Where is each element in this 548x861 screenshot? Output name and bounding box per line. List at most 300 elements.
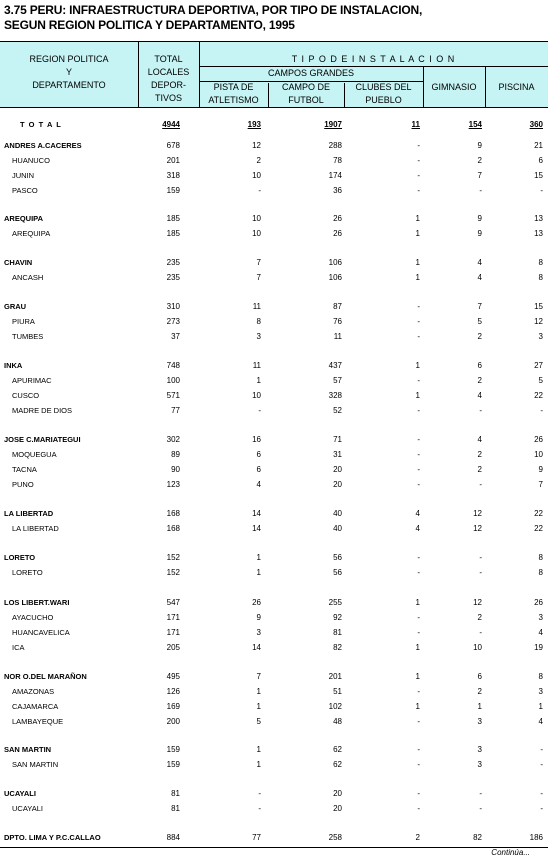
row-label: APURIMAC [12, 376, 52, 385]
row-value: 205 [166, 643, 180, 652]
row-value: 437 [328, 361, 342, 370]
department-row [0, 613, 548, 628]
row-value: 2 [477, 465, 482, 474]
row-value: - [479, 480, 482, 489]
row-value: 14 [252, 643, 261, 652]
row-value: 57 [333, 376, 342, 385]
row-value: 20 [333, 480, 342, 489]
row-label: DPTO. LIMA Y P.C.CALLAO [4, 833, 101, 842]
row-value: 87 [333, 302, 342, 311]
row-label: LAMBAYEQUE [12, 717, 64, 726]
row-label: HUANCAVELICA [12, 628, 70, 637]
row-value: 26 [252, 598, 261, 607]
row-value: 255 [328, 598, 342, 607]
row-label: ICA [12, 643, 25, 652]
row-value: 168 [166, 509, 180, 518]
row-value: 1 [256, 376, 261, 385]
row-value: 1 [415, 598, 420, 607]
row-value: 36 [333, 186, 342, 195]
row-value: 5 [477, 317, 482, 326]
row-value: 81 [171, 804, 180, 813]
row-value: 15 [534, 302, 543, 311]
department-row [0, 317, 548, 332]
row-value: 6 [477, 361, 482, 370]
row-value: 16 [252, 435, 261, 444]
department-row [0, 156, 548, 171]
row-value: - [417, 717, 420, 726]
row-value: - [417, 789, 420, 798]
row-value: 154 [468, 120, 482, 129]
department-row [0, 568, 548, 583]
department-row [0, 450, 548, 465]
row-value: 193 [247, 120, 261, 129]
row-label: MADRE DE DIOS [12, 406, 73, 415]
region-row [0, 553, 548, 568]
row-value: 9 [477, 229, 482, 238]
row-value: 10 [534, 450, 543, 459]
row-value: 4 [477, 391, 482, 400]
row-value: - [540, 745, 543, 754]
row-value: 235 [166, 273, 180, 282]
row-value: - [417, 141, 420, 150]
row-value: 10 [473, 643, 482, 652]
header-divider [138, 42, 139, 108]
row-value: 40 [333, 524, 342, 533]
row-value: 81 [171, 789, 180, 798]
row-value: 6 [538, 156, 543, 165]
row-value: 51 [333, 687, 342, 696]
row-value: 4 [477, 273, 482, 282]
region-row [0, 598, 548, 613]
row-value: 1 [256, 745, 261, 754]
row-value: 123 [166, 480, 180, 489]
row-value: 4 [477, 258, 482, 267]
continua-note: Continúa... [491, 848, 530, 857]
row-value: 77 [252, 833, 261, 842]
header-total [138, 53, 199, 105]
row-value: - [417, 450, 420, 459]
row-value: 10 [252, 171, 261, 180]
row-value: - [479, 804, 482, 813]
department-row [0, 171, 548, 186]
row-label: AYACUCHO [12, 613, 54, 622]
row-value: - [417, 317, 420, 326]
row-value: 9 [256, 613, 261, 622]
row-value: - [479, 553, 482, 562]
row-label: LA LIBERTAD [4, 509, 54, 518]
header-divider [268, 83, 269, 108]
row-value: 169 [166, 702, 180, 711]
row-value: - [417, 332, 420, 341]
row-label: AREQUIPA [4, 214, 44, 223]
row-value: 11 [333, 332, 342, 341]
row-value: - [258, 789, 261, 798]
row-value: 52 [333, 406, 342, 415]
row-value: 258 [328, 833, 342, 842]
row-value: 7 [477, 302, 482, 311]
row-value: 40 [333, 509, 342, 518]
row-value: 92 [333, 613, 342, 622]
row-value: - [479, 568, 482, 577]
row-value: 8 [538, 568, 543, 577]
row-value: 8 [256, 317, 261, 326]
header-campos: CAMPOS GRANDES [267, 68, 354, 78]
row-value: 82 [473, 833, 482, 842]
department-row [0, 760, 548, 775]
row-value: 547 [166, 598, 180, 607]
row-value: 19 [534, 643, 543, 652]
row-label: ANCASH [12, 273, 44, 282]
row-value: 11 [252, 302, 261, 311]
row-label: TUMBES [12, 332, 44, 341]
row-label: CHAVIN [4, 258, 33, 267]
row-value: 10 [252, 229, 261, 238]
row-value: 89 [171, 450, 180, 459]
header-total-line4: TIVOS [154, 93, 182, 103]
row-value: 10 [252, 214, 261, 223]
row-value: 14 [252, 524, 261, 533]
row-value: 4 [256, 480, 261, 489]
row-value: - [479, 628, 482, 637]
row-label: AREQUIPA [12, 229, 51, 238]
header-clubes-line2: PUEBLO [365, 95, 402, 105]
row-value: 90 [171, 465, 180, 474]
region-row [0, 789, 548, 804]
row-value: 1 [415, 258, 420, 267]
header-clubes [344, 81, 423, 107]
header-divider [199, 42, 200, 108]
row-value: 106 [328, 258, 342, 267]
row-value: 1 [415, 214, 420, 223]
row-value: 6 [256, 465, 261, 474]
row-value: 185 [166, 229, 180, 238]
row-value: 4 [477, 435, 482, 444]
row-value: - [417, 804, 420, 813]
row-value: - [417, 465, 420, 474]
row-value: 20 [333, 789, 342, 798]
row-label: NOR O.DEL MARAÑON [4, 672, 87, 681]
department-row [0, 406, 548, 421]
header-tipo: T I P O D E I N S T A L A C I O N [291, 54, 456, 64]
department-row [0, 376, 548, 391]
row-value: 1 [256, 760, 261, 769]
header-total-line3: DEPOR- [150, 80, 186, 90]
row-value: 4944 [162, 120, 180, 129]
row-value: 26 [333, 214, 342, 223]
row-value: - [417, 568, 420, 577]
row-value: 106 [328, 273, 342, 282]
department-row [0, 702, 548, 717]
row-value: 10 [252, 391, 261, 400]
row-label: JUNIN [12, 171, 35, 180]
row-value: 302 [166, 435, 180, 444]
row-label: CUSCO [12, 391, 40, 400]
row-value: 7 [256, 273, 261, 282]
row-value: 22 [534, 391, 543, 400]
row-value: 7 [477, 171, 482, 180]
row-value: 6 [477, 672, 482, 681]
department-row [0, 643, 548, 658]
row-value: 1 [415, 672, 420, 681]
row-value: 1 [256, 568, 261, 577]
row-value: 20 [333, 804, 342, 813]
department-row [0, 465, 548, 480]
row-value: 7 [256, 258, 261, 267]
row-value: 1 [256, 687, 261, 696]
row-label: LOS LIBERT.WARI [4, 598, 70, 607]
department-row [0, 804, 548, 819]
row-value: 3 [256, 628, 261, 637]
row-value: 8 [538, 258, 543, 267]
title-line-1: 3.75 PERU: INFRAESTRUCTURA DEPORTIVA, POR TIPO DE INSTALACION, [4, 3, 423, 17]
row-value: - [417, 745, 420, 754]
row-value: 1 [415, 361, 420, 370]
row-value: 11 [252, 361, 261, 370]
region-row [0, 141, 548, 156]
header-divider [199, 66, 548, 67]
row-value: - [540, 186, 543, 195]
row-label: JOSE C.MARIATEGUI [4, 435, 81, 444]
row-value: - [417, 553, 420, 562]
row-value: 495 [166, 672, 180, 681]
row-value: 1 [415, 643, 420, 652]
row-value: 1907 [324, 120, 342, 129]
row-value: 1 [538, 702, 543, 711]
row-label: CAJAMARCA [12, 702, 59, 711]
row-value: 235 [166, 258, 180, 267]
row-value: 2 [477, 613, 482, 622]
row-value: 360 [529, 120, 543, 129]
row-value: 27 [534, 361, 543, 370]
row-value: 102 [328, 702, 342, 711]
header-pista-line1: PISTA DE [213, 82, 254, 92]
row-label: SAN MARTIN [12, 760, 59, 769]
row-value: 152 [166, 568, 180, 577]
row-value: 168 [166, 524, 180, 533]
row-value: 31 [333, 450, 342, 459]
row-value: - [540, 760, 543, 769]
row-value: 82 [333, 643, 342, 652]
region-row [0, 435, 548, 450]
header-piscina: PISCINA [498, 82, 535, 92]
row-value: - [417, 687, 420, 696]
row-value: 8 [538, 672, 543, 681]
row-value: 9 [538, 465, 543, 474]
header-clubes-line1: CLUBES DEL [355, 82, 412, 92]
row-value: - [479, 789, 482, 798]
row-value: - [417, 406, 420, 415]
row-value: 5 [256, 717, 261, 726]
row-value: 26 [534, 435, 543, 444]
row-value: 1 [256, 702, 261, 711]
department-row [0, 229, 548, 244]
total-row [0, 120, 548, 135]
header-region [0, 53, 138, 92]
row-value: 2 [477, 332, 482, 341]
row-value: 3 [538, 687, 543, 696]
row-value: 200 [166, 717, 180, 726]
header-pista-line2: ATLETISMO [208, 95, 259, 105]
header-divider [485, 67, 486, 108]
row-value: 77 [171, 406, 180, 415]
row-value: 201 [328, 672, 342, 681]
row-value: 13 [534, 214, 543, 223]
row-value: - [417, 628, 420, 637]
row-value: - [258, 406, 261, 415]
row-label: UCAYALI [4, 789, 36, 798]
row-value: 4 [538, 628, 543, 637]
header-divider [423, 67, 424, 108]
bottom-rule [0, 847, 548, 848]
row-value: 76 [333, 317, 342, 326]
header-futbol-line1: CAMPO DE [281, 82, 330, 92]
row-value: 186 [529, 833, 543, 842]
row-value: - [258, 186, 261, 195]
row-label: UCAYALI [12, 804, 43, 813]
department-row [0, 524, 548, 539]
row-value: 15 [534, 171, 543, 180]
region-row [0, 672, 548, 687]
row-value: - [258, 804, 261, 813]
row-value: 22 [534, 509, 543, 518]
region-row [0, 745, 548, 760]
row-value: 748 [166, 361, 180, 370]
row-label: HUANUCO [12, 156, 50, 165]
header-pista [199, 81, 268, 107]
row-value: 3 [477, 717, 482, 726]
row-value: 2 [477, 376, 482, 385]
row-value: 3 [477, 760, 482, 769]
row-value: 159 [166, 745, 180, 754]
row-value: 288 [328, 141, 342, 150]
row-value: 37 [171, 332, 180, 341]
row-value: 48 [333, 717, 342, 726]
row-value: - [417, 186, 420, 195]
region-row [0, 302, 548, 317]
row-value: 12 [473, 509, 482, 518]
row-label: TACNA [12, 465, 37, 474]
row-value: 152 [166, 553, 180, 562]
row-value: 4 [538, 717, 543, 726]
row-value: 4 [415, 524, 420, 533]
row-value: - [417, 156, 420, 165]
row-value: 318 [166, 171, 180, 180]
row-value: 14 [252, 509, 261, 518]
row-value: 3 [538, 332, 543, 341]
region-row [0, 214, 548, 229]
row-value: 171 [166, 628, 180, 637]
row-label: PIURA [12, 317, 35, 326]
row-value: - [417, 435, 420, 444]
department-row [0, 628, 548, 643]
row-value: 26 [333, 229, 342, 238]
row-value: 56 [333, 553, 342, 562]
row-value: 12 [252, 141, 261, 150]
department-row [0, 332, 548, 347]
row-value: 7 [538, 480, 543, 489]
row-label: PASCO [12, 186, 38, 195]
row-value: 201 [166, 156, 180, 165]
header-region-line2: Y [65, 67, 72, 77]
row-value: 1 [415, 229, 420, 238]
row-value: 678 [166, 141, 180, 150]
row-value: 571 [166, 391, 180, 400]
row-label: T O T A L [20, 120, 62, 129]
row-value: 8 [538, 553, 543, 562]
header-region-line1: REGION POLITICA [29, 54, 109, 64]
row-value: 20 [333, 465, 342, 474]
row-value: 26 [534, 598, 543, 607]
row-value: 13 [534, 229, 543, 238]
region-row [0, 361, 548, 376]
department-row [0, 480, 548, 495]
row-value: 2 [477, 450, 482, 459]
row-value: 159 [166, 186, 180, 195]
row-value: 71 [333, 435, 342, 444]
row-value: 126 [166, 687, 180, 696]
header-divider [199, 81, 423, 82]
row-value: - [417, 302, 420, 311]
row-value: 159 [166, 760, 180, 769]
header-region-line3: DEPARTAMENTO [32, 80, 106, 90]
row-label: INKA [4, 361, 23, 370]
row-value: - [417, 480, 420, 489]
row-value: 3 [256, 332, 261, 341]
row-value: 3 [477, 745, 482, 754]
header-total-line1: TOTAL [154, 54, 183, 64]
row-label: SAN MARTIN [4, 745, 52, 754]
row-value: - [417, 171, 420, 180]
row-value: 4 [415, 509, 420, 518]
row-value: 1 [415, 391, 420, 400]
department-row [0, 687, 548, 702]
header-gimnasio: GIMNASIO [431, 82, 477, 92]
row-value: 1 [256, 553, 261, 562]
row-value: - [479, 186, 482, 195]
row-value: 9 [477, 141, 482, 150]
row-value: 56 [333, 568, 342, 577]
row-label: GRAU [4, 302, 27, 311]
row-value: 2 [477, 687, 482, 696]
row-value: 273 [166, 317, 180, 326]
row-value: 21 [534, 141, 543, 150]
row-value: 100 [166, 376, 180, 385]
row-value: - [540, 789, 543, 798]
department-row [0, 717, 548, 732]
row-value: 5 [538, 376, 543, 385]
title-line-2: SEGUN REGION POLITICA Y DEPARTAMENTO, 1995 [4, 18, 295, 32]
row-value: 884 [166, 833, 180, 842]
row-label: LA LIBERTAD [12, 524, 59, 533]
header-futbol-line2: FUTBOL [288, 95, 324, 105]
row-value: 6 [256, 450, 261, 459]
row-value: 8 [538, 273, 543, 282]
row-value: 22 [534, 524, 543, 533]
row-value: 1 [415, 273, 420, 282]
row-value: 62 [333, 745, 342, 754]
row-value: - [479, 406, 482, 415]
row-value: 185 [166, 214, 180, 223]
header-divider [344, 83, 345, 108]
row-label: LORETO [12, 568, 43, 577]
row-value: - [417, 613, 420, 622]
row-value: 12 [534, 317, 543, 326]
table-header [0, 41, 548, 108]
row-value: 78 [333, 156, 342, 165]
row-value: 2 [256, 156, 261, 165]
header-futbol [268, 81, 344, 107]
row-value: 62 [333, 760, 342, 769]
